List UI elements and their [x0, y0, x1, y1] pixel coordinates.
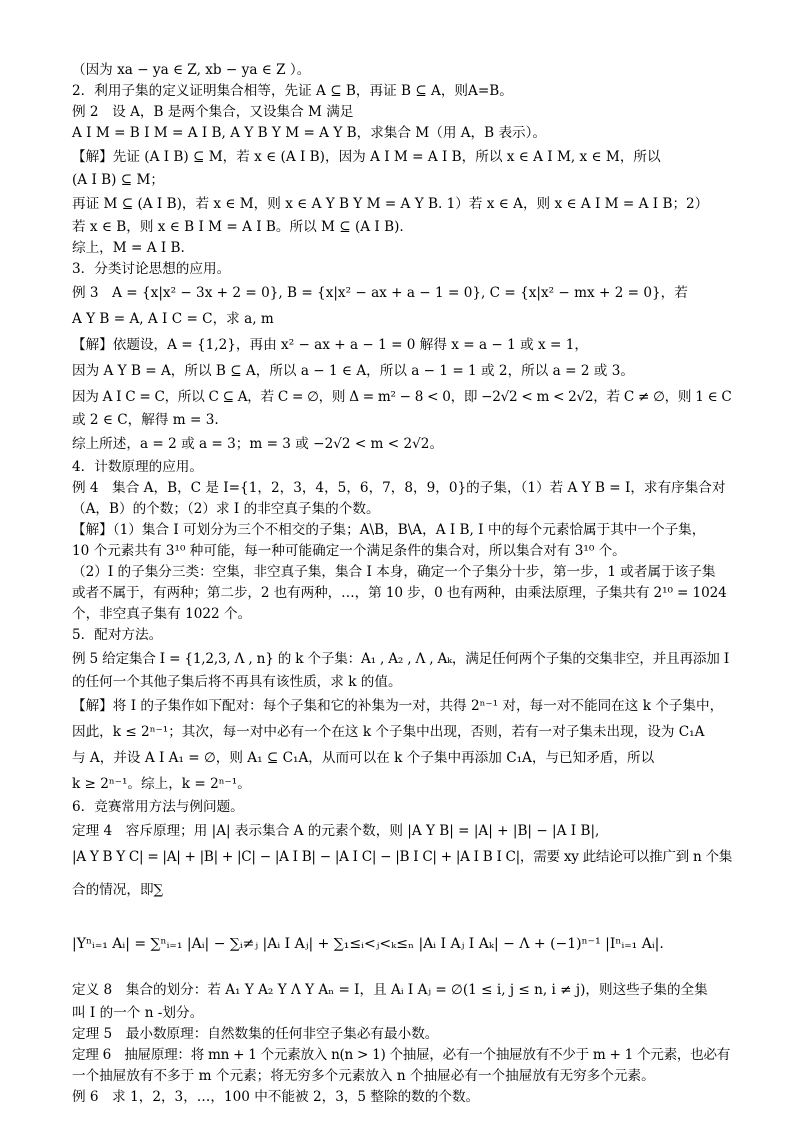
text-line: 因为 A Y B = A，所以 B ⊆ A，所以 a − 1 ∈ A，所以 a − 1 = 1 或 2，所以 a = 2 或 3。 [72, 363, 634, 379]
text-line: 合的情况，即∑ [72, 882, 164, 898]
section-heading: 3．分类讨论思想的应用。 [72, 261, 231, 277]
text-line: 综上所述，a = 2 或 a = 3；m = 3 或 −2√2 < m < 2√2。 [72, 436, 444, 452]
solution-line: 【解】依题设，A = {1,2}，再由 x² − ax + a − 1 = 0 解得 x = a − 1 或 x = 1， [72, 337, 588, 353]
text-line: 2．利用子集的定义证明集合相等，先证 A ⊆ B，再证 B ⊆ A，则A=B。 [72, 83, 513, 99]
solution-line: 【解】先证 (A I B) ⊆ M，若 x ∈ (A I B)，因为 A I M = A I B，所以 x ∈ A I M, x ∈ M，所以 [72, 149, 661, 165]
theorem-line: 定理 5 最小数原理：自然数集的任何非空子集必有最小数。 [72, 1026, 439, 1042]
text-line: 综上，M = A I B. [72, 240, 185, 256]
inclusion-exclusion-formula: |Yⁿᵢ₌₁ Aᵢ| = ∑ⁿᵢ₌₁ |Aᵢ| − ∑ᵢ≠ⱼ |Aᵢ I Aⱼ| + ∑₁≤ᵢ<ⱼ<ₖ≤ₙ |Aᵢ I Aⱼ I Aₖ| − Λ + (−1)ⁿ⁻¹ |Iⁿᵢ₌₁ Aᵢ|. [72, 936, 664, 952]
text-line: 10 个元素共有 3¹⁰ 种可能，每一种可能确定一个满足条件的集合对，所以集合对有 3¹⁰ 个。 [72, 543, 626, 559]
text-line: （2）I 的子集分三类：空集，非空真子集，集合 I 本身，确定一个子集分十步，第一步，1 或者属于该子集 [72, 564, 716, 580]
document-page [72, 60, 732, 1108]
text-line: 个，非空真子集有 1022 个。 [72, 606, 252, 622]
example-heading: 例 2 设 A，B 是两个集合，又设集合 M 满足 [72, 104, 354, 120]
text-line: 叫 I 的一个 n -划分。 [72, 1005, 204, 1021]
text-line: A Y B = A, A I C = C，求 a, m [72, 311, 274, 327]
text-line: （因为 xa − ya ∈ Z, xb − ya ∈ Z ）。 [72, 62, 311, 78]
text-line: (A I B) ⊆ M； [72, 172, 164, 188]
section-heading: 6．竞赛常用方法与例问题。 [72, 799, 244, 815]
text-line: 或者不属于，有两种；第二步，2 也有两种，…，第 10 步，0 也有两种，由乘法原理，子集共有 2¹⁰ = 1024 [72, 585, 727, 601]
example-heading: 例 5 给定集合 I = {1,2,3, Λ , n} 的 k 个子集：A₁ , A₂ , Λ , Aₖ，满足任何两个子集的交集非空，并且再添加 I [72, 651, 729, 667]
text-line: 或 2 ∈ C，解得 m = 3. [72, 412, 219, 428]
section-heading: 5．配对方法。 [72, 627, 163, 643]
example-heading: 例 6 求 1，2，3，…，100 中不能被 2，3，5 整除的数的个数。 [72, 1089, 480, 1105]
text-line: k ≥ 2ⁿ⁻¹。综上，k = 2ⁿ⁻¹。 [72, 776, 251, 792]
text-line: 的任何一个其他子集后将不再具有该性质，求 k 的值。 [72, 674, 402, 690]
text-line: 因此，k ≤ 2ⁿ⁻¹；其次，每一对中必有一个在这 k 个子集中出现，否则，若有一对子集未出现，设为 C₁A [72, 724, 705, 740]
text-line: A I M = B I M = A I B, A Y B Y M = A Y B，求集合 M（用 A，B 表示）。 [72, 125, 547, 141]
text-line: （A，B）的个数；（2）求 I 的非空真子集的个数。 [72, 501, 380, 517]
text-line: 若 x ∈ B，则 x ∈ B I M = A I B。所以 M ⊆ (A I B). [72, 219, 404, 235]
definition-line: 定义 8 集合的划分：若 A₁ Y A₂ Y Λ Y Aₙ = I，且 Aᵢ I Aⱼ = ∅(1 ≤ i, j ≤ n, i ≠ j)，则这些子集的全集 [72, 982, 708, 998]
solution-line: 【解】将 I 的子集作如下配对：每个子集和它的补集为一对，共得 2ⁿ⁻¹ 对，每一对不能同在这 k 个子集中， [72, 698, 724, 714]
theorem-line: 定理 4 容斥原理；用 |A| 表示集合 A 的元素个数，则 |A Y B| = |A| + |B| − |A I B|, [72, 823, 600, 839]
solution-line: 【解】（1）集合 I 可划分为三个不相交的子集；A\B，B\A，A I B, I 中的每个元素恰属于其中一个子集， [72, 522, 706, 538]
example-heading: 例 3 A = {x|x² − 3x + 2 = 0}, B = {x|x² − ax + a − 1 = 0}, C = {x|x² − mx + 2 = 0}，若 [72, 285, 688, 301]
example-heading: 例 4 集合 A，B，C 是 I={1，2，3，4，5，6，7，8，9，0}的子集，（1）若 A Y B = I，求有序集合对 [72, 480, 726, 496]
text-line: 因为 A I C = C，所以 C ⊆ A，若 C = ∅，则 Δ = m² − 8 < 0，即 −2√2 < m < 2√2，若 C ≠ ∅，则 1 ∈ C [72, 389, 732, 405]
text-line: 一个抽屉放有不多于 m 个元素；将无穷多个元素放入 n 个抽屉必有一个抽屉放有无穷多个元素。 [72, 1068, 655, 1084]
theorem-line: 定理 6 抽屉原理：将 mn + 1 个元素放入 n(n > 1) 个抽屉，必有一个抽屉放有不少于 m + 1 个元素，也必有 [72, 1047, 731, 1063]
text-line: 再证 M ⊆ (A I B)，若 x ∈ M，则 x ∈ A Y B Y M = A Y B. 1）若 x ∈ A，则 x ∈ A I M = A I B；2） [72, 196, 709, 212]
text-line: 与 A，并设 A I A₁ = ∅，则 A₁ ⊆ C₁A，从而可以在 k 个子集中再添加 C₁A，与已知矛盾，所以 [72, 750, 655, 766]
section-heading: 4．计数原理的应用。 [72, 459, 203, 475]
text-line: |A Y B Y C| = |A| + |B| + |C| − |A I B| − |A I C| − |B I C| + |A I B I C|，需要 xy 此结论可以推广到 n 个集 [72, 849, 733, 865]
